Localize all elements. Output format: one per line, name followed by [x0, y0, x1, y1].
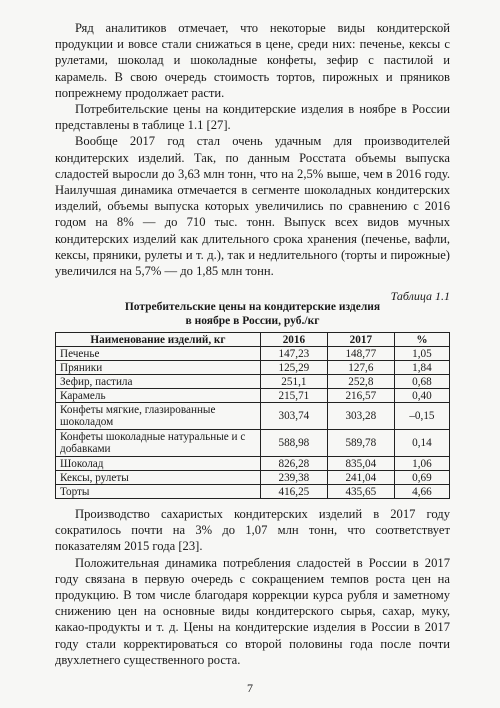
table-title-line: Потребительские цены на кондитерские изделия [124, 301, 381, 313]
table-row [56, 347, 450, 361]
cell-2016: 215,71 [260, 389, 327, 403]
cell-2017: 835,04 [327, 457, 394, 471]
table-row [56, 389, 450, 403]
top-text-block [55, 20, 450, 279]
cell-2017: 303,28 [327, 403, 394, 430]
cell-percent: 4,66 [394, 485, 449, 499]
cell-product: Карамель [56, 389, 261, 403]
table-row [56, 430, 450, 457]
table-row [56, 403, 450, 430]
cell-product: Кексы, рулеты [56, 471, 261, 485]
price-table [55, 332, 450, 499]
cell-2016: 416,25 [260, 485, 327, 499]
paragraph: Вообще 2017 год стал очень удачным для производителей кондитерских изделий. Так, по данным Росстата объемы выпуска сладостей выросли до 3,63 млн тонн, что на 2,5% выше, чем в 2016 году. Наилучшая динамика отмечается в сегменте шоколадных кондитерских изделий, объемы выпуска которых увеличились по сравнению с 2016 годом на 8% — до 710 тыс. тонн. Выпуск всех видов мучных кондитерских изделий как длительного срока хранения (печенье, вафли, кексы, пряники, рулеты и т. д.), так и недлительного (торты и пирожные) увеличился на 5,7% — до 1,85 млн тонн. [55, 134, 450, 279]
cell-2017: 216,57 [327, 389, 394, 403]
bottom-text-block [55, 506, 450, 668]
cell-product: Шоколад [56, 457, 261, 471]
cell-2017: 252,8 [327, 375, 394, 389]
cell-2016: 303,74 [260, 403, 327, 430]
cell-2017: 435,65 [327, 485, 394, 499]
cell-percent: 0,40 [394, 389, 449, 403]
cell-percent: –0,15 [394, 403, 449, 430]
cell-product: Конфеты шоколадные натуральные и с добавками [56, 430, 261, 457]
cell-2017: 127,6 [327, 361, 394, 375]
table-number: Таблица 1.1 [390, 289, 450, 303]
cell-percent: 1,06 [394, 457, 449, 471]
cell-product: Пряники [56, 361, 261, 375]
cell-2016: 251,1 [260, 375, 327, 389]
table-row [56, 457, 450, 471]
header-product-name: Наименование изделий, кг [56, 333, 261, 347]
header-percent: % [394, 333, 449, 347]
cell-2016: 826,28 [260, 457, 327, 471]
header-2017: 2017 [327, 333, 394, 347]
paragraph: Ряд аналитиков отмечает, что некоторые виды кондитерской продукции и вовсе стали снижаться в цене, среди них: печенье, кексы с рулетами, шоколад и шоколадные конфеты, зефир с пастилой и карамель. В свою очередь стоимость тортов, пирожных и пряников попрежнему продолжает расти. [55, 21, 450, 100]
page-number: 7 [247, 681, 253, 695]
table-row [56, 485, 450, 499]
cell-product: Печенье [56, 347, 261, 361]
cell-product: Конфеты мягкие, глазированные шоколадом [56, 403, 261, 430]
cell-2017: 241,04 [327, 471, 394, 485]
header-2016: 2016 [260, 333, 327, 347]
table-title-line: в ноябре в России, руб./кг [185, 315, 320, 327]
paragraph: Положительная динамика потребления сладостей в России в 2017 году связана в первую очередь с сокращением темпов роста цен на продукцию. В том числе благодаря коррекции курса рубля и заметному снижению цен на основные виды кондитерского сырья, сахар, муку, какао-продукты и т. д. Цены на кондитерские изделия в России в 2017 году стали корректироваться со второй половины года после почти двухлетнего существенного роста. [55, 555, 450, 667]
table-title [55, 300, 450, 328]
table-row [56, 471, 450, 485]
table-row [56, 375, 450, 389]
paragraph: Производство сахаристых кондитерских изделий в 2017 году сократилось почти на 3% до 1,07 млн тонн, что соответствует показателям 2015 года [23]. [55, 507, 450, 554]
cell-product: Торты [56, 485, 261, 499]
cell-percent: 1,05 [394, 347, 449, 361]
table-row [56, 361, 450, 375]
paragraph: Потребительские цены на кондитерские изделия в ноябре в России представлены в таблице 1.1 [27]. [55, 102, 450, 133]
cell-2016: 147,23 [260, 347, 327, 361]
cell-2016: 125,29 [260, 361, 327, 375]
cell-2017: 589,78 [327, 430, 394, 457]
cell-2017: 148,77 [327, 347, 394, 361]
cell-product: Зефир, пастила [56, 375, 261, 389]
cell-percent: 0,68 [394, 375, 449, 389]
table-header-row [56, 333, 450, 347]
cell-2016: 239,38 [260, 471, 327, 485]
cell-percent: 1,84 [394, 361, 449, 375]
cell-percent: 0,14 [394, 430, 449, 457]
cell-2016: 588,98 [260, 430, 327, 457]
cell-percent: 0,69 [394, 471, 449, 485]
